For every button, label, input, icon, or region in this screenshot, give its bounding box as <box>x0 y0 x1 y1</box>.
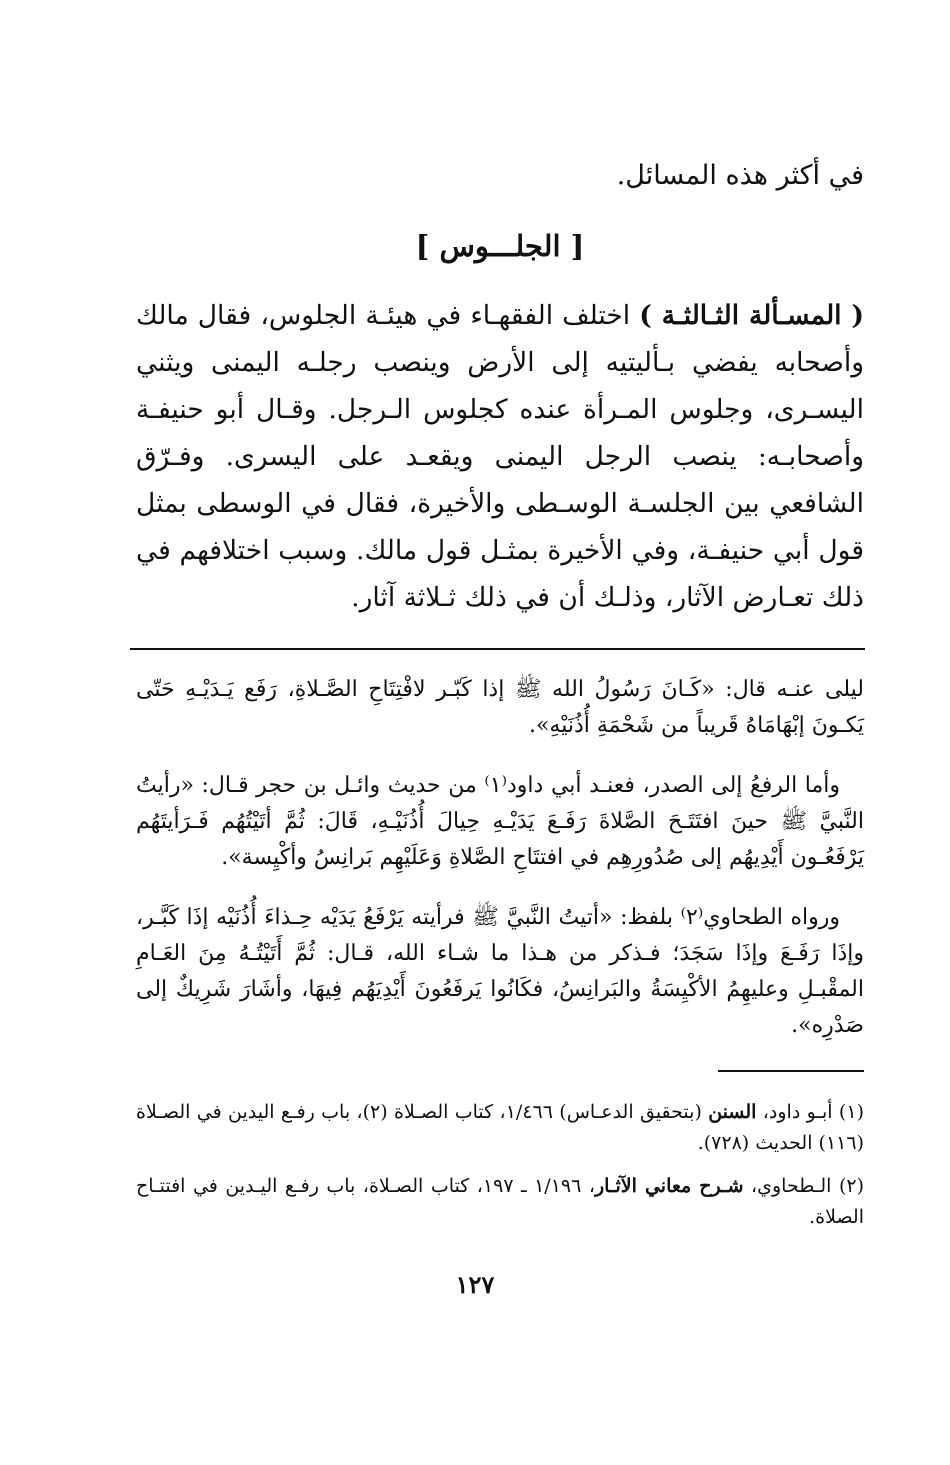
footnote-1-detail: (بتحقيق الدعـاس) ١/٤٦٦، كتاب الصـلاة (٢)، باب رفـع اليدين في الصـلاة (١١٦) الحديث (٧٢٨). <box>136 1101 864 1154</box>
footnotes <box>136 1097 864 1245</box>
continued-paragraph-3: ورواه الطحاوي⁽٢⁾ بلفظ: «أتيتُ النَّبيَّ ﷺ فرأيته يَرْفَعُ يَدَيْه حِـذاءَ أُذُنَيْه إذَا كَبَّـر، وإذَا رَفَـعَ وإذَا سَجَدَ؛ فـذكر من هـذا ما شـاء الله، قـال: ثُمَّ أَتَيْتُـهُ مِنَ العَـامِ المقْبـلِ وعليهِمُ الأكْيِسَةُ والبَرانِسُ، فكَانُوا يَرفَعُونَ أَيْدِيَهُم فِيهَا، وأشَارَ شَرِيكٌ إلى صَدْرِه». <box>136 905 864 1038</box>
footnote-rule <box>718 1070 864 1072</box>
page-number: ١٢٧ <box>455 1270 495 1299</box>
issue-label: ( المسـألة الثـالثـة ) <box>639 300 864 331</box>
footnote-2-detail: ، ١/١٩٦ ـ ١٩٧، كتاب الصـلاة، باب رفـع اليـدين في افتتـاح الصلاة. <box>136 1175 864 1228</box>
footnote-1 <box>136 1097 864 1159</box>
footnote-2-title: شـرح معاني الآثـار <box>594 1175 744 1197</box>
separator-rule <box>130 648 865 650</box>
footnote-2-author: (٢) الـطحاوي، <box>743 1175 865 1197</box>
lead-line: في أكثر هذه المسائل. <box>616 160 864 191</box>
issue-paragraph <box>136 292 864 621</box>
continued-paragraph-1: ليلى عنـه قال: «كَـانَ رَسُولُ الله ﷺ إذا كَبّـر لافْتِتَاحِ الصَّـلاةِ، رَفَع يَـدَيْـهِ حَتّى يَكـونَ إبْهَامَاهُ قَريباً من شَحْمَةِ أُذُنَيْهِ». <box>136 677 864 738</box>
footnote-1-title: السنن <box>708 1101 757 1123</box>
footnote-2 <box>136 1171 864 1233</box>
continued-notes <box>136 672 864 1068</box>
footnote-1-author: (١) أبـو داود، <box>756 1101 864 1123</box>
section-heading: [ الجلـــوس ] <box>415 229 585 263</box>
continued-paragraph-2: وأما الرفعُ إلى الصدر، فعنـد أبي داود⁽١⁾ من حديث وائـل بن حجر قـال: «رأيتُ النَّبيَّ ﷺ حينَ افتَتَـحَ الصَّلاةَ رَفَـعَ يَدَيْـهِ حِيالَ أُذُنَيْـهِ، قَالَ: ثُمَّ أتَيْتُهُم فَـرَأيتَهُم يَرْفَعُـون أَيْدِيهُم إلى صُدُورِهِم في افتتَاحِ الصَّلاةِ وَعَلَيْهِم بَرانِسُ وأكْيِسة». <box>136 773 864 870</box>
issue-body: اختلف الفقهـاء في هيئـة الجلوس، فقال مالك وأصحابه يفضي بـأليتيه إلى الأرض وينصب رجلـه اليمنى ويثني اليسـرى، وجلوس المـرأة عنده كجلوس الـرجل. وقـال أبو حنيفـة وأصحابـه: ينصب الرجل اليمنى ويقعـد على اليسرى. وفـرّق الشافعي بين الجلسـة الوسـطى والأخيرة، فقال في الوسطى بمثل قول أبي حنيفـة، وفي الأخيرة بمثـل قول مالك. وسبب اختلافهم في ذلك تعـارض الآثار، وذلـك أن في ذلك ثـلاثة آثار. <box>136 300 864 613</box>
